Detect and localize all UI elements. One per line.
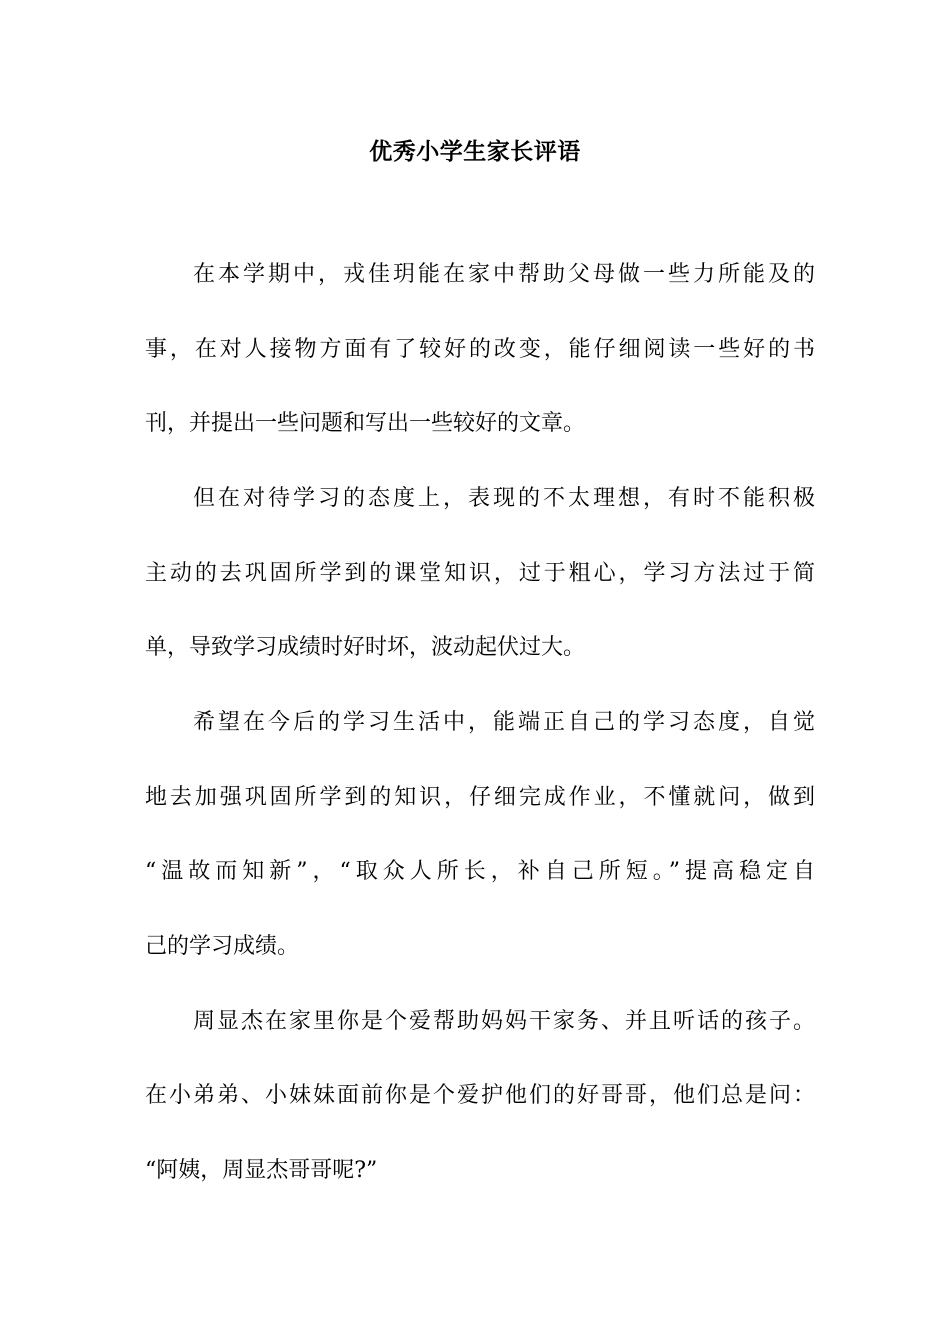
paragraph-3-line-3: “温故而知新”，“取众人所长，补自己所短。”提高稳定自	[145, 859, 815, 884]
paragraph-1-line-2: 事，在对人接物方面有了较好的改变，能仔细阅读一些好的书	[145, 337, 815, 362]
paragraph-2-line-1: 但在对待学习的态度上，表现的不太理想，有时不能积极	[193, 486, 815, 511]
paragraph-4-line-2: 在小弟弟、小妹妹面前你是个爱护他们的好哥哥，他们总是问：	[145, 1083, 815, 1108]
paragraph-3-line-4: 己的学习成绩。	[145, 934, 300, 959]
paragraph-3-line-2: 地去加强巩固所学到的知识，仔细完成作业，不懂就问，做到	[145, 785, 815, 810]
paragraph-4-line-3: “阿姨，周显杰哥哥呢?”	[145, 1158, 378, 1183]
paragraph-1-line-1: 在本学期中，戎佳玥能在家中帮助父母做一些力所能及的	[193, 262, 815, 287]
document-title: 优秀小学生家长评语	[369, 138, 581, 165]
paragraph-1-line-3: 刊，并提出一些问题和写出一些较好的文章。	[145, 411, 586, 436]
paragraph-4-line-1: 周显杰在家里你是个爱帮助妈妈干家务、并且听话的孩子。	[193, 1009, 815, 1034]
paragraph-2-line-2: 主动的去巩固所学到的课堂知识，过于粗心，学习方法过于简	[145, 561, 815, 586]
paragraph-3-line-1: 希望在今后的学习生活中，能端正自己的学习态度，自觉	[193, 710, 815, 735]
paragraph-2-line-3: 单，导致学习成绩时好时坏，波动起伏过大。	[145, 635, 586, 660]
